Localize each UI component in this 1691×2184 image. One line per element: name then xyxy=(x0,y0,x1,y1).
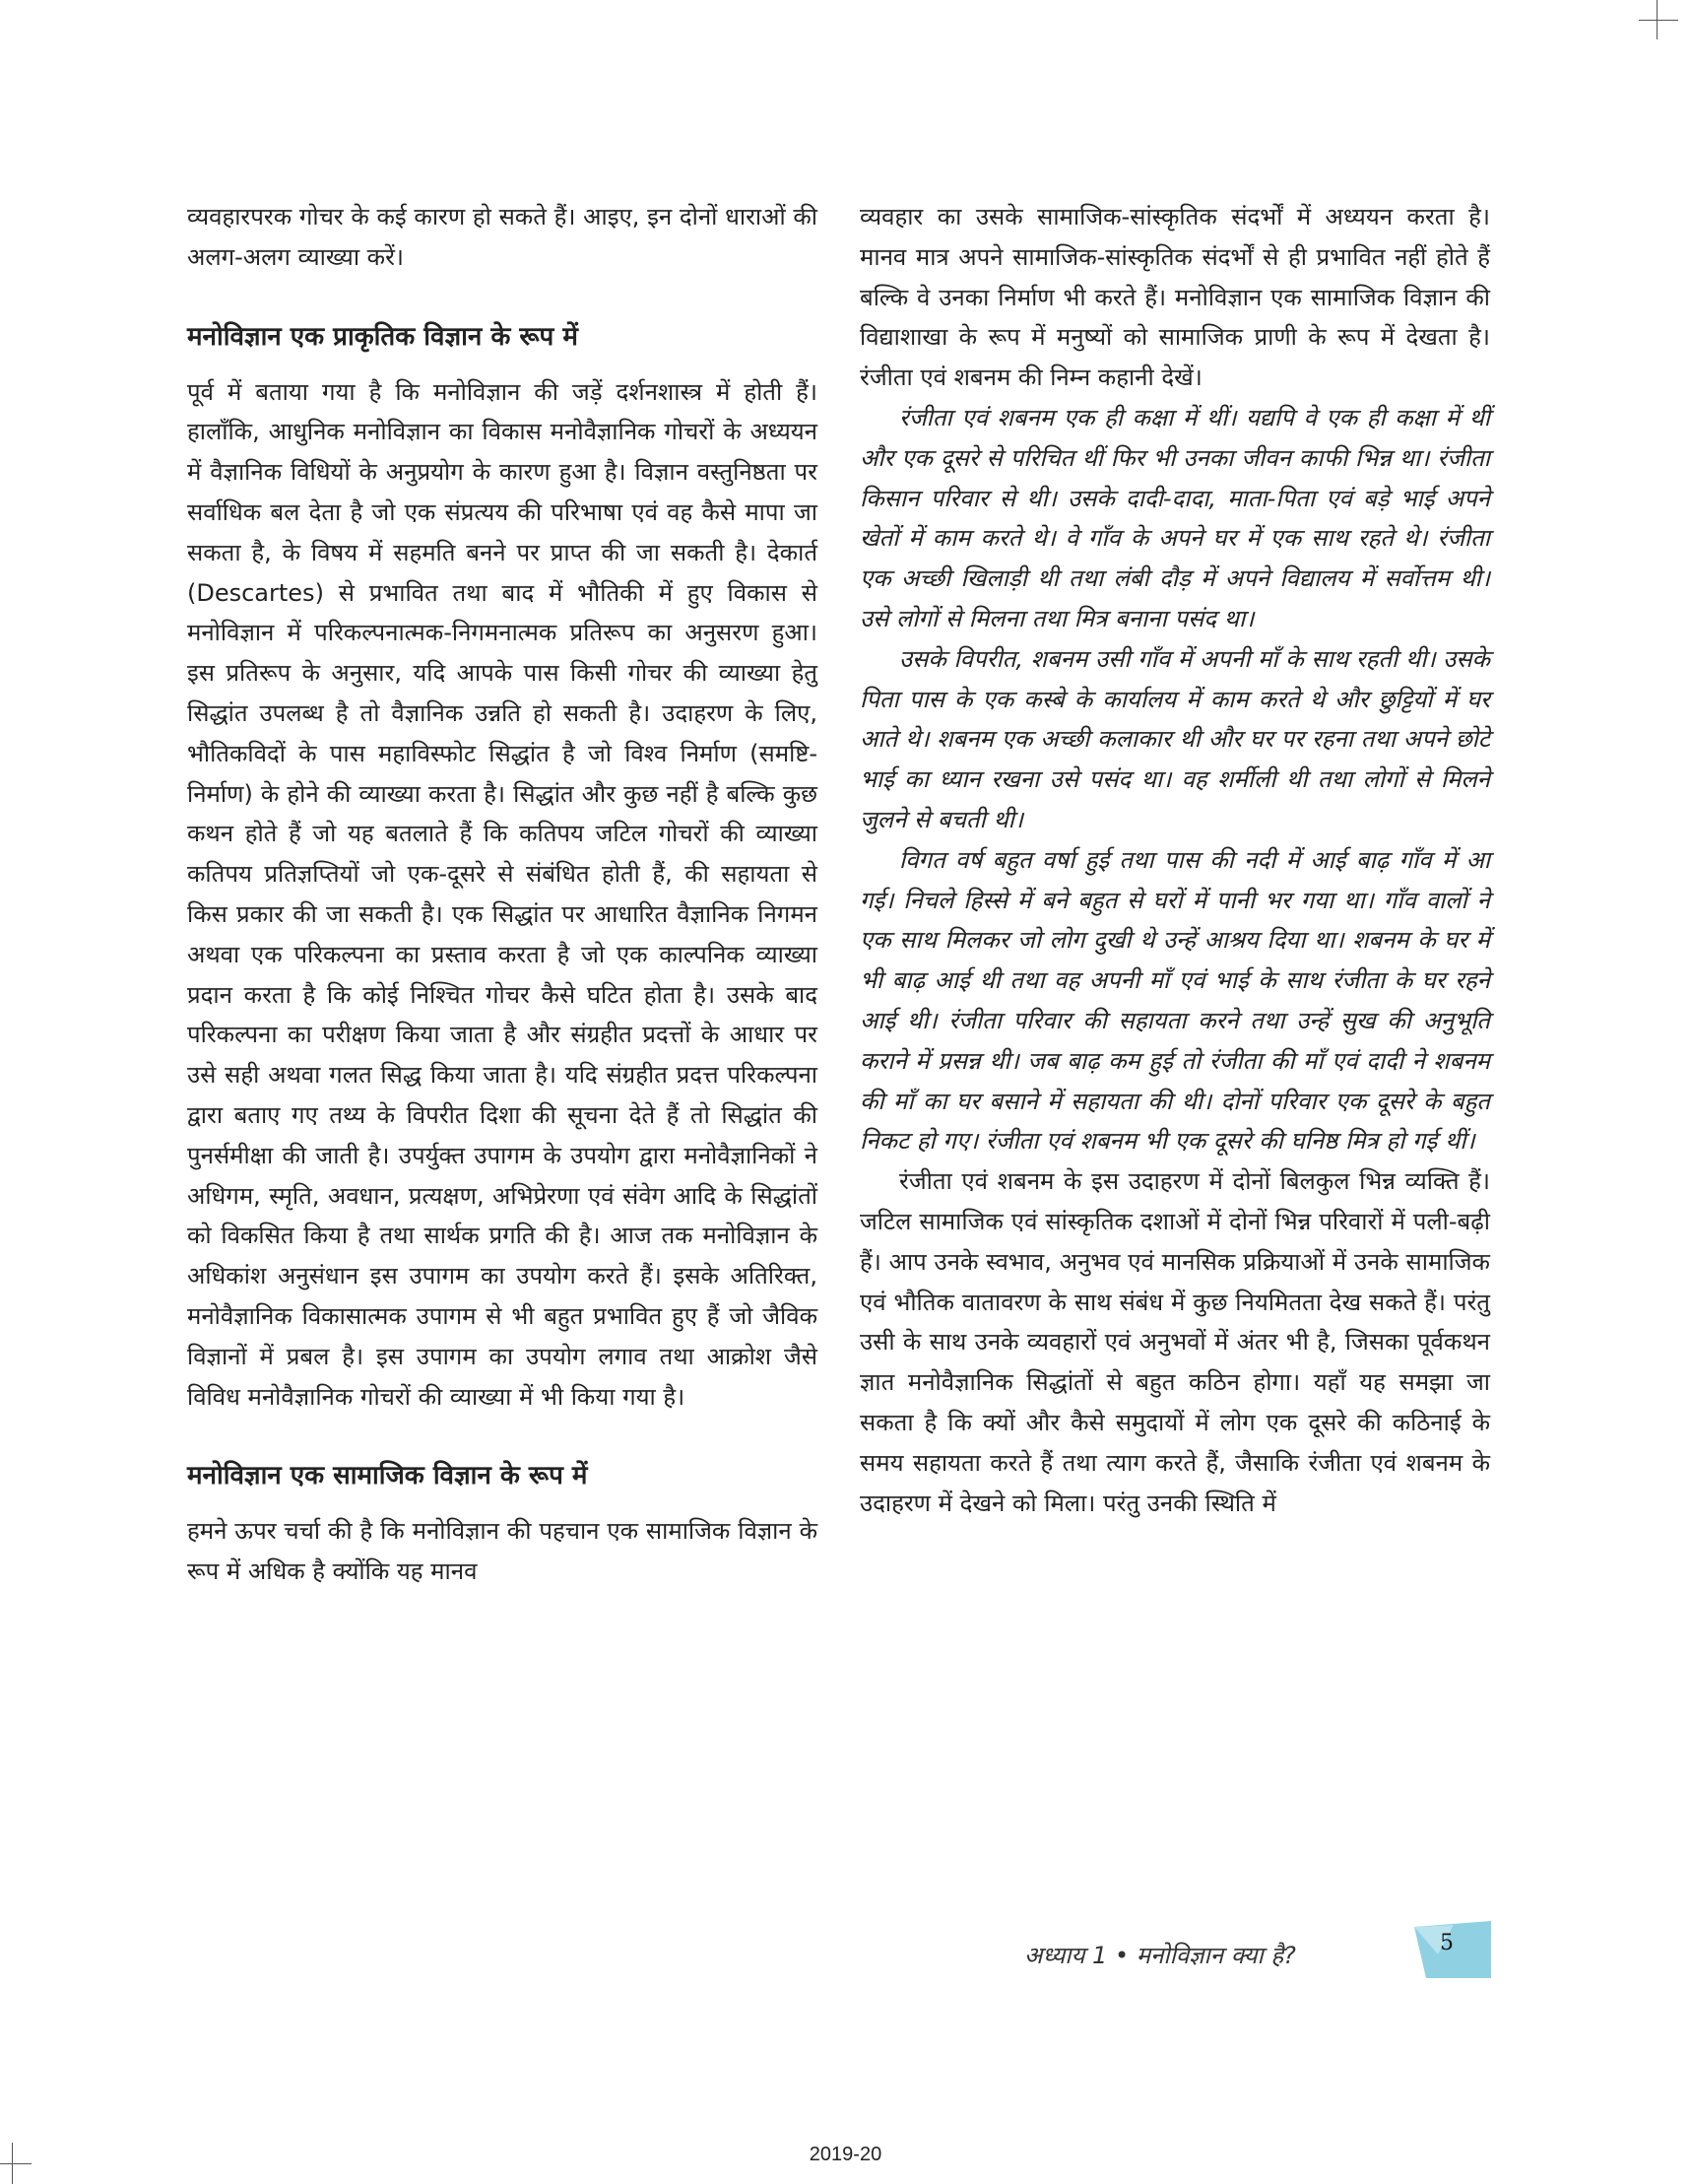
crop-mark-top-right-horizontal xyxy=(1639,20,1678,21)
story-paragraph-1: रंजीता एवं शबनम एक ही कक्षा में थीं। यद्यपि वे एक ही कक्षा में थीं और एक दूसरे से परिचित थीं फिर भी उनका जीवन काफी भिन्न था। रंजीता किसान परिवार से थी। उसके दादी-दादा, माता-पिता एवं बड़े भाई अपने खेतों में काम करते थे। वे गाँव के अपने घर में एक साथ रहते थे। रंजीता एक अच्छी खिलाड़ी थी तथा लंबी दौड़ में अपने विद्यालय में सर्वोत्तम थी। उसे लोगों से मिलना तथा मित्र बनाना पसंद था। xyxy=(860,403,1490,632)
social-science-paragraph: हमने ऊपर चर्चा की है कि मनोविज्ञान की पहचान एक सामाजिक विज्ञान के रूप में अधिक है क्योंकि यह मानव xyxy=(187,1517,817,1586)
chapter-footer: अध्याय 1 • मनोविज्ञान क्या है? xyxy=(1024,1942,1296,1969)
section-heading-social-science: मनोविज्ञान एक सामाजिक विज्ञान के रूप में xyxy=(187,1461,588,1491)
story-paragraph-3: विगत वर्ष बहुत वर्षा हुई तथा पास की नदी में आई बाढ़ गाँव में आ गई। निचले हिस्से में बने बहुत से घरों में पानी भर गया था। गाँव वालों ने एक साथ मिलकर जो लोग दुखी थे उन्हें आश्रय दिया था। शबनम के घर में भी बाढ़ आई थी तथा वह अपनी माँ एवं भाई के साथ रंजीता के घर रहने आई थी। रंजीता परिवार की सहायता करने तथा उन्हें सुख की अनुभूति कराने में प्रसन्न थी। जब बाढ़ कम हुई तो रंजीता की माँ एवं दादी ने शबनम की माँ का घर बसाने में सहायता की थी। दोनों परिवार एक दूसरे के बहुत निकट हो गए। रंजीता एवं शबनम भी एक दूसरे की घनिष्ठ मित्र हो गई थीं। xyxy=(860,845,1490,1156)
social-science-continued-paragraph: व्यवहार का उसके सामाजिक-सांस्कृतिक संदर्भों में अध्ययन करता है। मानव मात्र अपने सामाजिक-सांस्कृतिक संदर्भों से ही प्रभावित नहीं होते हैं बल्कि वे उनका निर्माण भी करते हैं। मनोविज्ञान एक सामाजिक विज्ञान की विद्याशाखा के रूप में मनुष्यों को सामाजिक प्राणी के रूप में देखता है। रंजीता एवं शबनम की निम्न कहानी देखें। xyxy=(860,203,1490,392)
section-heading-natural-science: मनोविज्ञान एक प्राकृतिक विज्ञान के रूप में xyxy=(187,321,578,352)
page-number: 5 xyxy=(1440,1931,1454,1955)
edition-year: 2019-20 xyxy=(809,2144,882,2165)
natural-science-paragraph: पूर्व में बताया गया है कि मनोविज्ञान की जड़ें दर्शनशास्त्र में होती हैं। हालाँकि, आधुनिक मनोविज्ञान का विकास मनोवैज्ञानिक गोचरों के अध्ययन में वैज्ञानिक विधियों के अनुप्रयोग के कारण हुआ है। विज्ञान वस्तुनिष्ठता पर सर्वाधिक बल देता है जो एक संप्रत्यय की परिभाषा एवं वह कैसे मापा जा सकता है, के विषय में सहमति बनने पर प्राप्त की जा सकती है। देकार्त (Descartes) से प्रभावित तथा बाद में भौतिकी में हुए विकास से मनोविज्ञान में परिकल्पनात्मक-निगमनात्मक प्रतिरूप का अनुसरण हुआ। इस प्रतिरूप के अनुसार, यदि आपके पास किसी गोचर की व्याख्या हेतु सिद्धांत उपलब्ध है तो वैज्ञानिक उन्नति हो सकती है। उदाहरण के लिए, भौतिकविदों के पास महाविस्फोट सिद्धांत है जो विश्व निर्माण (समष्टि-निर्माण) के होने की व्याख्या करता है। सिद्धांत और कुछ नहीं है बल्कि कुछ कथन होते हैं जो यह बतलाते हैं कि कतिपय जटिल गोचरों की व्याख्या कतिपय प्रतिज्ञप्तियों जो एक-दूसरे से संबंधित होती हैं, की सहायता से किस प्रकार की जा सकती है। एक सिद्धांत पर आधारित वैज्ञानिक निगमन अथवा एक परिकल्पना का प्रस्ताव करता है जो एक काल्पनिक व्याख्या प्रदान करता है कि कोई निश्चित गोचर कैसे घटित होता है। उसके बाद परिकल्पना का परीक्षण किया जाता है और संग्रहीत प्रदत्तों के आधार पर उसे सही अथवा गलत सिद्ध किया जाता है। यदि संग्रहीत प्रदत्त परिकल्पना द्वारा बताए गए तथ्य के विपरीत दिशा की सूचना देते हैं तो सिद्धांत की पुनर्समीक्षा की जाती है। उपर्युक्त उपागम के उपयोग द्वारा मनोवैज्ञानिकों ने अधिगम, स्मृति, अवधान, प्रत्यक्षण, अभिप्रेरणा एवं संवेग आदि के सिद्धांतों को विकसित किया है तथा सार्थक प्रगति की है। आज तक मनोविज्ञान के अधिकांश अनुसंधान इस उपागम का उपयोग करते हैं। इसके अतिरिक्त, मनोवैज्ञानिक विकासात्मक उपागम से भी बहुत प्रभावित हुए हैं जो जैविक विज्ञानों में प्रबल है। इस उपागम का उपयोग लगाव तथा आक्रोश जैसे विविध मनोवैज्ञानिक गोचरों की व्याख्या में भी किया गया है। xyxy=(187,377,817,1411)
right-column xyxy=(860,197,1490,1523)
story-paragraph-2: उसके विपरीत, शबनम उसी गाँव में अपनी माँ के साथ रहती थी। उसके पिता पास के एक कस्बे के कार्यालय में काम करते थे और छुट्टियों में घर आते थे। शबनम एक अच्छी कलाकार थी और घर पर रहना तथा अपने छोटे भाई का ध्यान रखना उसे पसंद था। वह शर्मीली थी तथा लोगों से मिलने जुलने से बचती थी। xyxy=(860,644,1490,833)
intro-paragraph: व्यवहारपरक गोचर के कई कारण हो सकते हैं। आइए, इन दोनों धाराओं की अलग-अलग व्याख्या करें। xyxy=(187,203,817,271)
analysis-paragraph: रंजीता एवं शबनम के इस उदाहरण में दोनों बिलकुल भिन्न व्यक्ति हैं। जटिल सामाजिक एवं सांस्कृतिक दशाओं में दोनों भिन्न परिवारों में पली-बढ़ी हैं। आप उनके स्वभाव, अनुभव एवं मानसिक प्रक्रियाओं में उनके सामाजिक एवं भौतिक वातावरण के साथ संबंध में कुछ नियमितता देख सकते हैं। परंतु उसी के साथ उनके व्यवहारों एवं अनुभवों में अंतर भी है, जिसका पूर्वकथन ज्ञात मनोवैज्ञानिक सिद्धांतों से बहुत कठिन होगा। यहाँ यह समझा जा सकता है कि क्यों और कैसे समुदायों में लोग एक दूसरे की कठिनाई के समय सहायता करते हैं तथा त्याग करते हैं, जैसाकि रंजीता एवं शबनम के उदाहरण में देखने को मिला। परंतु उनकी स्थिति में xyxy=(860,1167,1490,1517)
left-column xyxy=(187,197,817,1592)
